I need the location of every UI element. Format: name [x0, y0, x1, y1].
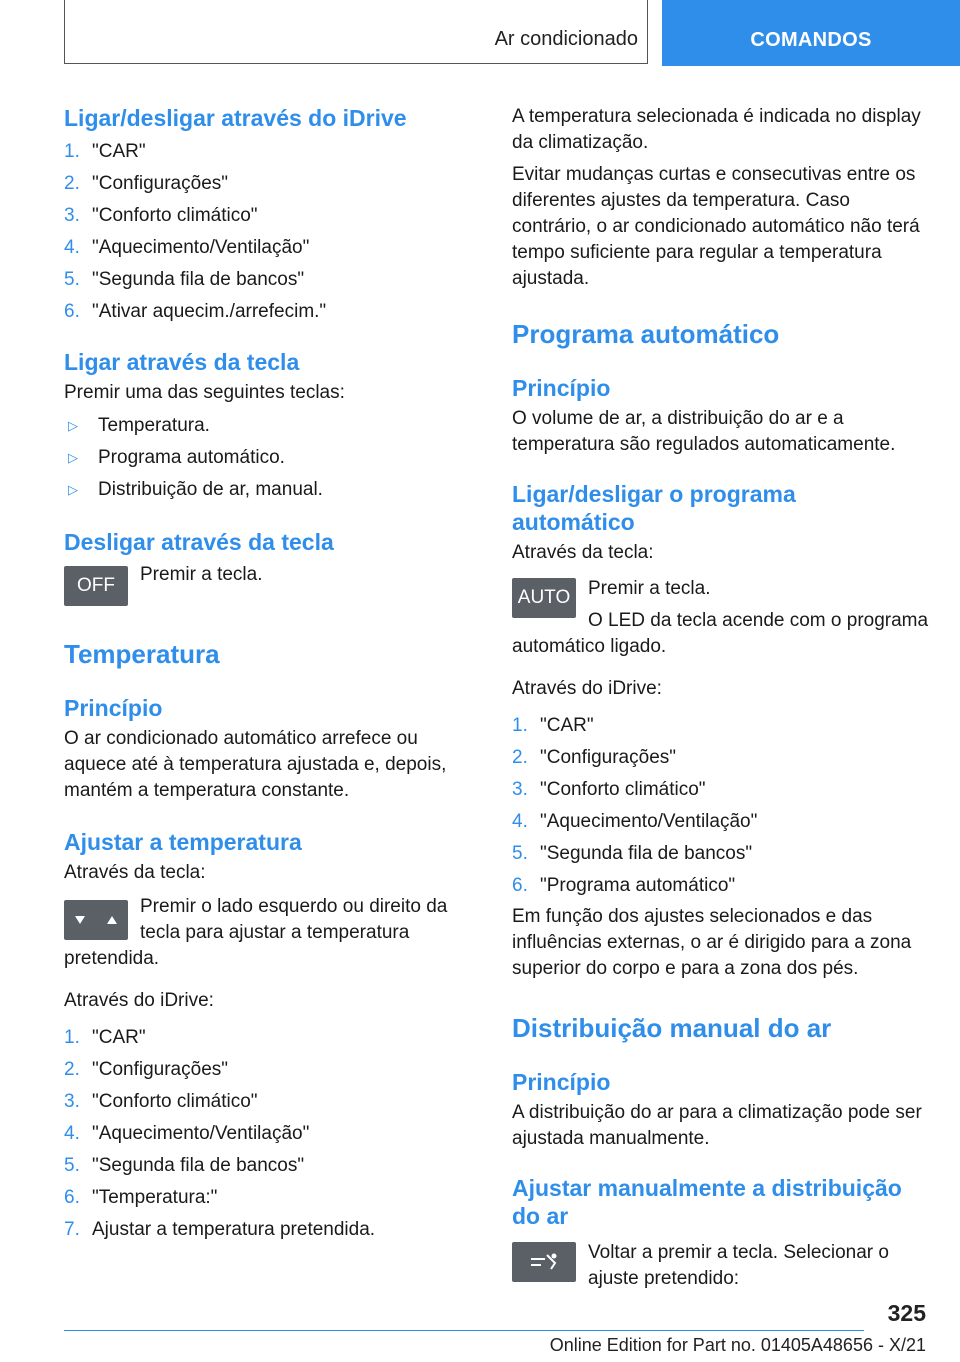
heading-principio: Princípio — [512, 375, 611, 401]
list-teclas — [64, 410, 476, 506]
temp-key-block — [64, 894, 476, 972]
heading-programa: Programa automático — [512, 319, 780, 349]
air-distribution-key-icon — [512, 1242, 576, 1282]
auto-key-text: Premir a tecla. — [588, 578, 711, 599]
distribution-key-text: Voltar a premir a tecla. Selecionar o ajuste pretendido: — [588, 1242, 889, 1289]
list-item: 4. "Aquecimento/Ventilação" — [64, 1123, 310, 1144]
right-column — [512, 98, 932, 1292]
off-key-text: Premir a tecla. — [140, 564, 263, 585]
list-temperatura — [64, 1022, 476, 1246]
list-item: 7. Ajustar a temperatura pretendida. — [64, 1219, 376, 1240]
list-item: 2. "Configurações" — [64, 1059, 229, 1080]
text-atraves-idrive: Através do iDrive: — [64, 990, 214, 1011]
text-display: A temperatura selecionada é indicada no display da climatização. — [512, 106, 921, 153]
triangle-bullet-icon: ▷ — [68, 418, 78, 433]
list-idrive — [64, 136, 476, 328]
text-principio: O volume de ar, a distribuição do ar e a temperatura são regulados automaticamente. — [512, 408, 896, 455]
list-item: 5. "Segunda fila de bancos" — [64, 1155, 305, 1176]
heading-ajustar-temperatura: Ajustar a temperatura — [64, 829, 302, 855]
arrow-down-up-icon — [71, 913, 121, 927]
list-item: 6. "Programa automático" — [512, 875, 736, 896]
off-key-block — [64, 562, 476, 606]
heading-temperatura: Temperatura — [64, 639, 220, 669]
text-atraves-tecla: Através da tecla: — [64, 862, 206, 883]
list-programa — [512, 710, 932, 902]
triangle-bullet-icon: ▷ — [68, 450, 78, 465]
list-item: ▷ Distribuição de ar, manual. — [64, 474, 476, 506]
text-principio: A distribuição do ar para a climatização pode ser ajustada manualmente. — [512, 1102, 922, 1149]
list-item: 1. "CAR" — [64, 141, 146, 162]
auto-key-icon: AUTO — [512, 578, 576, 618]
footer-divider — [64, 1330, 864, 1331]
list-item: 1. "CAR" — [64, 1027, 146, 1048]
list-item: 2. "Configurações" — [64, 173, 229, 194]
list-item: 6. "Ativar aquecim./arrefecim." — [64, 301, 327, 322]
temperature-key-icon — [64, 900, 128, 940]
off-key-icon: OFF — [64, 566, 128, 606]
list-item: ▷ Programa automático. — [64, 442, 476, 474]
left-column — [64, 98, 476, 1246]
list-item: 1. "CAR" — [512, 715, 594, 736]
text-atraves-idrive: Através do iDrive: — [512, 678, 662, 699]
list-item: 4. "Aquecimento/Ventilação" — [64, 237, 310, 258]
header-chapter-tab: COMANDOS — [662, 0, 960, 66]
list-item: 5. "Segunda fila de bancos" — [512, 843, 753, 864]
air-flow-icon — [527, 1251, 561, 1273]
list-item: ▷ Temperatura. — [64, 410, 476, 442]
text-atraves-tecla: Através da tecla: — [512, 542, 654, 563]
heading-principio: Princípio — [512, 1069, 611, 1095]
header-section-title: Ar condicionado — [494, 28, 638, 50]
temperature-key-text: Premir o lado esquerdo ou direito da tecla para ajustar a temperatura pretendida. — [64, 896, 448, 969]
list-item: 5. "Segunda fila de bancos" — [64, 269, 305, 290]
heading-principio: Princípio — [64, 695, 163, 721]
distribution-key-block — [512, 1240, 932, 1292]
heading-ajustar-distribuicao: Ajustar manualmente a distribuição do ar — [512, 1175, 902, 1229]
auto-led-text: O LED da tecla acende com o programa automático ligado. — [512, 610, 929, 657]
heading-desligar: Desligar através da tecla — [64, 529, 334, 555]
auto-key-block — [512, 576, 932, 660]
list-item: 3. "Conforto climático" — [64, 1091, 258, 1112]
text-tecla: Premir uma das seguintes teclas: — [64, 382, 345, 403]
list-item: 4. "Aquecimento/Ventilação" — [512, 811, 758, 832]
list-item: 2. "Configurações" — [512, 747, 677, 768]
text-funcao: Em função dos ajustes selecionados e das influências externas, o ar é dirigido para a zona superior do corpo e para a zona dos pés. — [512, 906, 912, 979]
list-item: 3. "Conforto climático" — [512, 779, 706, 800]
list-item: 3. "Conforto climático" — [64, 205, 258, 226]
heading-idrive: Ligar/desligar através do iDrive — [64, 105, 407, 131]
footer-edition: Online Edition for Part no. 01405A48656 - X/21 — [549, 1335, 926, 1355]
page-number: 325 — [887, 1300, 926, 1326]
list-item: 6. "Temperatura:" — [64, 1187, 218, 1208]
heading-tecla: Ligar através da tecla — [64, 349, 300, 375]
text-principio: O ar condicionado automático arrefece ou aquece até à temperatura ajustada e, depois, mantém a temperatura constante. — [64, 728, 447, 801]
triangle-bullet-icon: ▷ — [68, 482, 78, 497]
heading-ligar-programa: Ligar/desligar o programa automático — [512, 481, 796, 535]
text-evitar: Evitar mudanças curtas e consecutivas entre os diferentes ajustes da temperatura. Caso contrário, o ar condicionado automático não terá tempo suficiente para regular a temperatura ajustada. — [512, 164, 920, 289]
heading-distribuicao: Distribuição manual do ar — [512, 1013, 832, 1043]
